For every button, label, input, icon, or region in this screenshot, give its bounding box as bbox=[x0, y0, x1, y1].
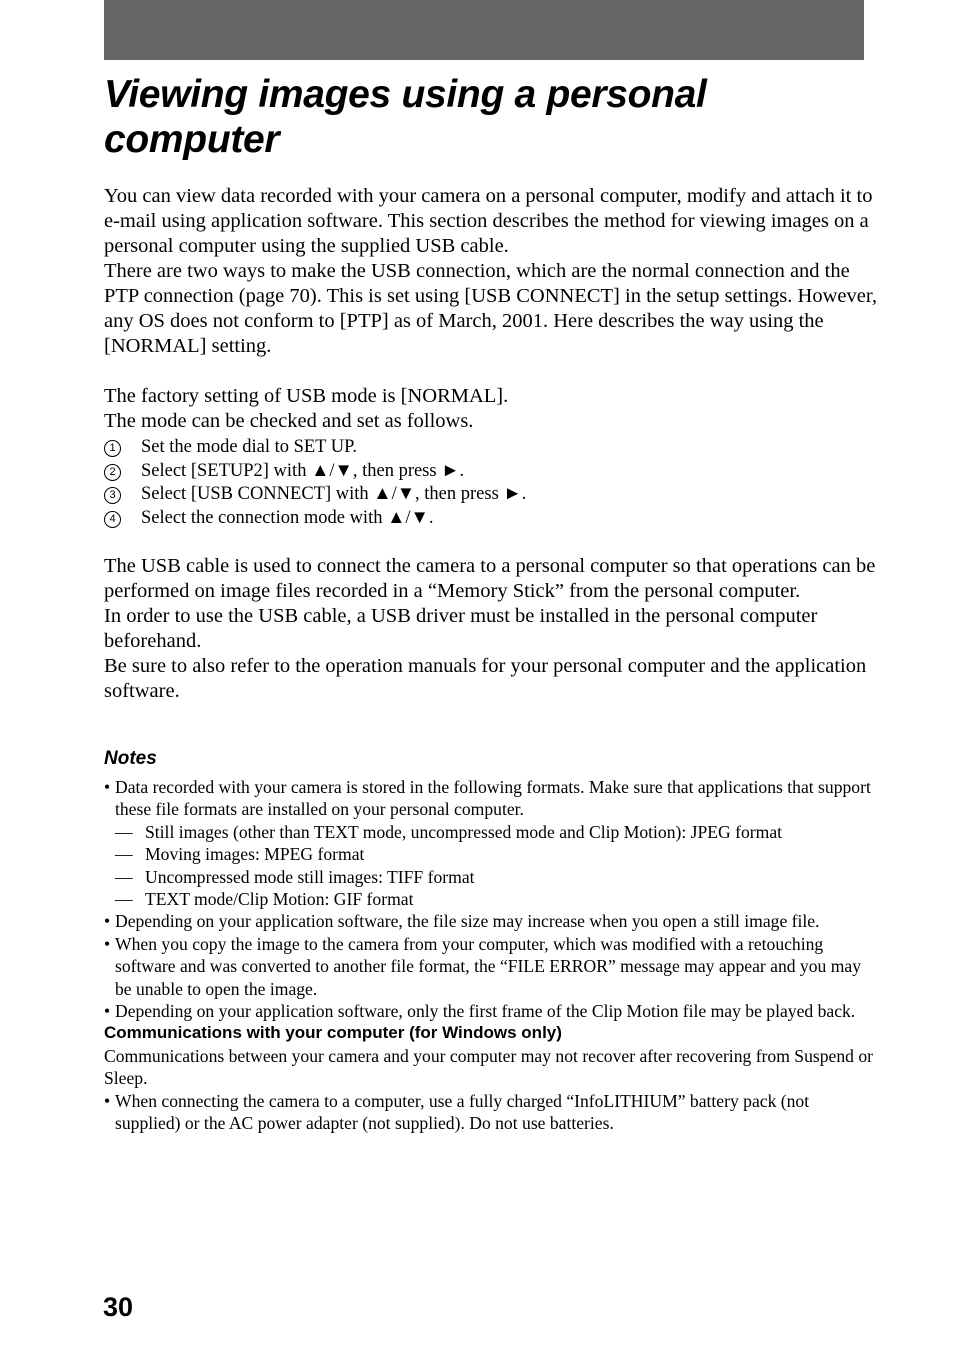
mode-check-line: The mode can be checked and set as follows. bbox=[104, 410, 474, 432]
format-text: Moving images: MPEG format bbox=[145, 844, 365, 865]
step-text: Select [USB CONNECT] with ▲/▼, then press ►. bbox=[141, 484, 527, 504]
setup-steps bbox=[104, 436, 864, 530]
format-item bbox=[104, 866, 874, 888]
format-text: TEXT mode/Clip Motion: GIF format bbox=[145, 889, 414, 910]
bullet-mark: • bbox=[104, 777, 111, 797]
note-text: Depending on your application software, the file size may increase when you open a still image file. bbox=[115, 911, 820, 932]
factory-setting-line: The factory setting of USB mode is [NORMAL]. bbox=[104, 385, 509, 407]
page-number: 30 bbox=[103, 1292, 134, 1322]
dash-mark: — bbox=[115, 844, 133, 865]
usb-paragraph-2: In order to use the USB cable, a USB driver must be installed in the personal computer beforehand. bbox=[104, 605, 818, 652]
dash-mark: — bbox=[115, 889, 133, 910]
step-item bbox=[104, 483, 864, 507]
step-item bbox=[104, 436, 864, 460]
note-text: Depending on your application software, only the first frame of the Clip Motion file may be played back. bbox=[115, 1001, 856, 1022]
format-item bbox=[104, 821, 874, 843]
format-text: Uncompressed mode still images: TIFF format bbox=[145, 866, 475, 887]
bullet-mark: • bbox=[104, 1090, 111, 1111]
step-number-4: 4 bbox=[104, 511, 121, 528]
note-text: Data recorded with your camera is stored in the following formats. Make sure that applications that support these file formats are installed on your personal computer. bbox=[115, 777, 871, 820]
step-number-2: 2 bbox=[104, 464, 121, 481]
intro-paragraph-2: There are two ways to make the USB connection, which are the normal connection and the PTP connection (page 70). This is set using [USB CONNECT] in the setup settings. However, any OS does not conform to [PTP] as of March, 2001. Here describes the way using the [NORMAL] setting. bbox=[104, 260, 877, 357]
step-item bbox=[104, 460, 864, 484]
dash-mark: — bbox=[115, 866, 133, 887]
step-number-3: 3 bbox=[104, 487, 121, 504]
note-text: When connecting the camera to a computer, use a fully charged “InfoLITHIUM” battery pack (not supplied) or the AC power adapter (not supplied). Do not use batteries. bbox=[115, 1090, 810, 1134]
notes-list bbox=[104, 776, 874, 1135]
factory-section bbox=[104, 384, 884, 434]
step-text: Select the connection mode with ▲/▼. bbox=[141, 507, 434, 528]
format-item bbox=[104, 888, 874, 910]
format-text: Still images (other than TEXT mode, uncompressed mode and Clip Motion): JPEG format bbox=[145, 821, 783, 842]
notes-heading: Notes bbox=[104, 748, 157, 769]
step-text: Select [SETUP2] with ▲/▼, then press ►. bbox=[141, 460, 465, 481]
bullet-mark: • bbox=[104, 911, 111, 932]
note-item bbox=[104, 1000, 874, 1022]
page-title: Viewing images using a personal computer bbox=[104, 73, 707, 161]
usb-section bbox=[104, 554, 884, 704]
intro-section bbox=[104, 184, 884, 359]
communications-text: Communications between your camera and your computer may not recover after recovering from Suspend or Sleep. bbox=[104, 1045, 873, 1089]
note-item bbox=[104, 910, 874, 932]
note-item bbox=[104, 776, 874, 821]
note-item bbox=[104, 1090, 874, 1135]
note-item bbox=[104, 933, 874, 1000]
usb-paragraph-3: Be sure to also refer to the operation manuals for your personal computer and the application software. bbox=[104, 655, 867, 702]
step-text: Set the mode dial to SET UP. bbox=[141, 437, 358, 457]
bullet-mark: • bbox=[104, 933, 111, 954]
step-number-1: 1 bbox=[104, 440, 121, 457]
format-item bbox=[104, 843, 874, 865]
step-item bbox=[104, 507, 864, 531]
dash-mark: — bbox=[115, 821, 133, 842]
communications-heading: Communications with your computer (for Windows only) bbox=[104, 1023, 562, 1043]
intro-paragraph-1: You can view data recorded with your camera on a personal computer, modify and attach it to e-mail using application software. This section describes the method for viewing images on a personal computer using the supplied USB cable. bbox=[104, 185, 873, 257]
note-text: When you copy the image to the camera from your computer, which was modified with a retouching software and was converted to another file format, the “FILE ERROR” message may appear and you may be unable to open the image. bbox=[115, 933, 862, 999]
header-bar bbox=[104, 0, 864, 60]
usb-paragraph-1: The USB cable is used to connect the camera to a personal computer so that operations can be performed on image files recorded in a “Memory Stick” from the personal computer. bbox=[104, 555, 876, 602]
bullet-mark: • bbox=[104, 1001, 111, 1022]
